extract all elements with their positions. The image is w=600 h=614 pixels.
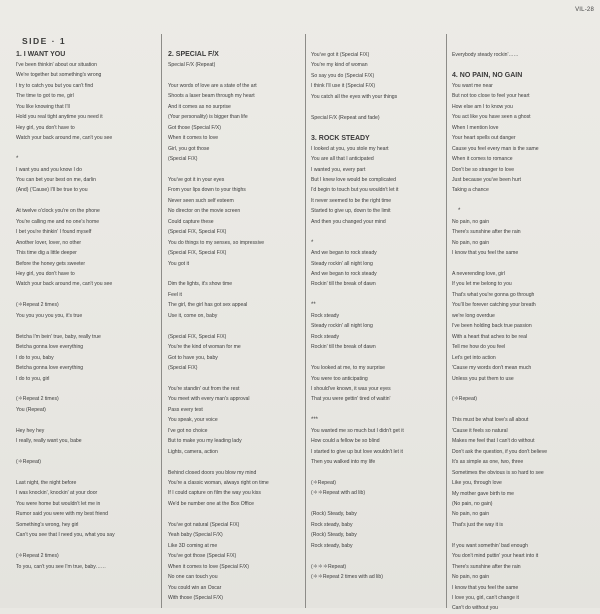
lyric-line: You do things to my senses, so impressive [168,239,265,246]
lyric-line: 'Cause my words don't mean much [452,365,532,372]
lyrics-column-1 [10,16,153,608]
lyrics-column-2 [168,16,300,608]
lyric-line: (Special F/X, Special F/X) [168,333,227,340]
lyric-line: (Special F/X, Special F/X) [168,229,227,236]
lyric-line: I've got no choice [168,427,208,434]
lyric-line: Hey hey hey [16,427,45,434]
lyric-line: Everybody steady rockin'…… [452,52,519,58]
lyric-line: To you, can't you see I'm true, baby…… [16,563,106,570]
lyric-line: Unless you put them to use [452,375,514,382]
lyric-line: Girl, you got those [168,145,210,152]
stanza-gap [168,457,300,467]
lyric-line: A neverending love, girl [452,271,505,278]
lyric-line: Hey girl, you don't have to [16,271,75,278]
lyric-line: I do to you, girl [16,375,50,382]
lyric-line: It's as simple as one, two, three [452,459,524,466]
song-title: 2. SPECIAL F/X [168,51,219,58]
lyric-line: (Special F/X) [168,156,198,163]
lyric-line: Rockin' till the break of dawn [311,344,376,351]
lyric-line: (＊Repeat 2 times) [16,396,59,403]
lyric-line: So say you do (Special F/X) [311,72,375,79]
lyric-line: You are all that I anticipated [311,156,374,163]
lyric-line: (Rock) Steady, baby [311,532,357,539]
lyric-line: You act like you have seen a ghost [452,114,531,121]
lyric-line: If you want somethin' bad enough [452,542,529,549]
lyric-line: When it comes to romance [452,156,513,163]
lyric-line: Rumor said you were with my best friend [16,511,109,518]
song-title: 1. I WANT YOU [16,51,66,58]
stanza-gap [311,405,441,415]
lyric-line: Like 3D coming at me [168,542,218,549]
lyric-line: (＊Repeat) [311,480,336,487]
lyric-line: And it comes as no surprise [168,103,231,110]
lyric-line: And we began to rock steady [311,250,377,257]
stanza-gap [168,165,300,175]
lyric-line: (Special F/X) [168,365,198,372]
lyric-line: You looked at me, to my surprise [311,365,385,372]
lyric-line: From your lips down to your thighs [168,187,246,194]
lyric-line: And we began to rock steady [311,271,377,278]
chorus-marker: *** [311,417,319,424]
stanza-gap [168,374,300,384]
lyric-line: (＊＊Repeat with ad lib) [311,490,366,497]
lyric-line: You were home but wouldn't let me in [16,500,101,507]
lyric-line: You wanted me so much but I didn't get it [311,427,404,434]
lyric-line: (＊Repeat) [16,459,41,466]
lyric-line: You got it [168,260,190,267]
lyric-line: I've been holding back true passion [452,323,532,330]
lyric-line: Sometimes the obvious is so hard to see [452,469,544,476]
lyric-line: Got those (Special F/X) [168,124,221,131]
stanza-gap [10,196,153,206]
stanza-gap [311,468,441,478]
stanza-gap [168,70,300,80]
lyric-line: Betcha I'm bein' true, baby, really true [16,333,101,340]
stanza-gap [452,196,592,206]
lyric-line: (No pain, no gain) [452,500,493,507]
stanza-gap [10,447,153,457]
lyric-line: If I could capture on film the way you kiss [168,490,261,497]
stanza-gap [311,290,441,300]
lyric-line: Another lover, lover, no other [16,239,82,246]
lyric-line: Your words of love are a state of the art [168,82,257,89]
lyric-line: Use it, come on, baby [168,312,218,319]
lyric-line: You've got natural (Special F/X) [168,521,240,528]
lyric-line: Tell me how do you feel [452,344,506,351]
lyric-line: I try to catch you but you can't find [16,82,94,89]
song-title: 4. NO PAIN, NO GAIN [452,71,523,79]
lyric-line: But I knew love would be complicated [311,176,396,183]
lyric-line: Don't be so stranger to love [452,166,515,173]
lyric-line: Started to give up, down to the limit [311,208,391,215]
lyric-line: I think I'll use it (Special F/X) [311,83,376,90]
lyric-line: I do to you, baby [16,354,54,361]
lyric-line: Can't do without you [452,605,498,612]
stanza-gap [10,290,153,300]
lyric-line: You like knowing that I'll [16,103,70,110]
lyric-line: Rockin' till the break of dawn [311,281,376,288]
lyric-line: I started to give up but love wouldn't let it [311,448,403,455]
lyric-line: You're a classic woman, always right on time [168,480,269,487]
lyric-line: Rock steady [311,333,340,340]
stanza-gap [10,321,153,331]
lyric-line: No one can touch you [168,574,218,581]
stanza-gap [10,384,153,394]
lyric-line: You want me near [452,82,493,89]
lyric-line: Something's wrong, hey girl [16,521,79,528]
lyric-line: At twelve o'clock you're on the phone [16,208,100,215]
lyric-line: No pain, no gain [452,218,490,225]
lyric-line: That's just the way it is [452,521,504,528]
lyric-line: How could a fellow be so blind [311,438,380,445]
lyric-line: Special F/X (Repeat and fade) [311,114,380,121]
lyric-line: Pass every test [168,406,203,413]
lyrics-column-4 [452,16,592,612]
stanza-gap [452,384,592,394]
side-label: SIDE · 1 [22,36,67,46]
lyric-line: I know that you feel the same [452,250,519,257]
lyric-line: It never seemed to be the right time [311,197,392,204]
lyric-line: Yeah baby (Special F/X) [168,532,223,539]
lyric-line: I'd begin to touch but you wouldn't let it [311,187,399,194]
stanza-gap [168,321,300,331]
side-spacer [180,36,300,50]
stanza-gap [311,227,441,237]
chorus-marker: ** [311,302,316,309]
lyric-line: Hey girl, you don't have to [16,124,75,131]
lyric-line: That's what you're gonna go through [452,291,535,298]
lyric-line: No director on the movie screen [168,208,241,215]
lyric-line: (＊Repeat 2 times) [16,302,59,309]
lyric-line: Could capture these [168,218,214,225]
lyric-line: You don't mind puttin' your heart into it [452,553,539,560]
lyric-line: (Rock) Steady, baby [311,511,357,518]
lyric-line: Special F/X (Repeat) [168,62,216,68]
lyric-line: Got to have you, baby [168,354,218,361]
lyric-line: Betcha gonna love everything [16,365,84,372]
lyrics-column-3 [311,16,441,608]
lyric-line: You've got it in your eyes [168,176,225,183]
lyric-line: I've been thinkin' about our situation [16,62,97,68]
lyric-line: Betcha gonna love everything [16,344,84,351]
catalog-number: VIL-28 [575,7,594,13]
lyric-line: Before the honey gets sweeter [16,260,86,267]
lyric-line: (And) ('Cause) I'll be true to you [16,187,88,194]
lyric-line: This time dig a little deeper [16,250,77,257]
lyric-line: You're standin' out from the rest [168,385,240,392]
chorus-marker: * [16,156,19,163]
lyric-line: There's sunshine after the rain [452,229,521,236]
lyric-line: You catch all the eyes with your things [311,93,398,100]
lyric-line: (Special F/X, Special F/X) [168,250,227,257]
stanza-gap [311,102,441,112]
lyric-line: I really, really want you, babe [16,438,82,445]
lyric-line: You're calling me and no one's home [16,218,100,225]
lyric-line: You speak, your voice [168,417,218,424]
lyric-line: Last night, the night before [16,480,77,486]
lyric-line: We'd be number one at the Box Office [168,500,255,507]
lyric-line: Lights, camera, action [168,448,218,455]
lyric-line: With those (Special F/X) [168,595,223,601]
lyric-line: With a heart that aches to be real [452,333,528,340]
lyric-line: Steady rockin' all night long [311,323,373,330]
lyric-line: You meet with every man's approval [168,396,250,403]
stanza-gap [452,60,592,70]
lyric-line: How else am I to know you [452,103,513,110]
lyric-line: Just because you've been hurt [452,176,521,183]
lyric-line: You've got those (Special F/X) [168,553,237,560]
lyric-line: Don't ask the question, if you don't believe [452,448,548,455]
lyric-line: You've got it (Special F/X) [311,52,370,58]
stanza-gap [10,415,153,425]
lyric-line: I was knockin', knockin' at your door [16,490,98,497]
lyric-line: But to make you my leading lady [168,438,242,445]
lyric-line: 'Cause it feels so natural [452,427,508,434]
column-divider-3 [446,34,447,608]
lyric-line: But not too close to feel your heart [452,93,530,100]
lyric-line: (＊＊Repeat 2 times with ad lib) [311,574,383,581]
lyric-line: That you were gettin' tired of waitin' [311,396,391,403]
lyric-line: This must be what love's all about [452,417,529,424]
stanza-gap [168,269,300,279]
lyric-line: Can't you see that I need you, what you say [16,532,115,539]
song-title: 3. ROCK STEADY [311,134,370,142]
lyric-line: You were too anticipating [311,375,368,382]
side-spacer [464,36,592,50]
lyric-line: Rock steady, baby [311,521,353,528]
lyric-line: Behind closed doors you blow my mind [168,469,257,476]
lyric-line: And then you changed your mind [311,218,386,225]
stanza-gap [311,499,441,509]
lyric-line: Makes me feel that I can't do without [452,438,535,445]
lyric-line: Cause you feel every man is the same [452,145,539,152]
lyric-line: You're the kind of woman for me [168,344,241,351]
lyric-line: Let's get into action [452,354,496,361]
lyric-line: You'll be forever catching your breath [452,302,536,309]
lyric-line: I looked at you, you stole my heart [311,145,389,152]
lyric-line: I wanted you, every part [311,166,366,173]
lyric-line: I want you and you know I do [16,166,82,173]
lyric-line: You could win an Oscar [168,584,222,591]
lyric-line: When it comes to love [168,135,219,142]
lyric-line: (＊＊＊Repeat) [311,563,347,570]
lyric-line: The time to got to me, girl [16,93,74,100]
chorus-marker: * [311,239,314,246]
lyric-line: Never seen such self esteem [168,197,234,204]
lyric-line: (Your personality) is bigger than life [168,114,248,121]
lyric-line: You you you you you, it's true [16,312,83,319]
lyric-line: (＊Repeat) [452,396,477,403]
lyric-line: You (Repeat) [16,406,46,413]
lyric-line: No pain, no gain [452,239,490,246]
stanza-gap [452,405,592,415]
lyric-line: Watch your back around me, can't you see [16,135,113,142]
lyric-line: (＊Repeat 2 times) [16,553,59,560]
stanza-gap [10,468,153,478]
lyric-line: The girl, the girl has got sex appeal [168,302,248,309]
lyric-line: Then you walked into my life [311,459,376,466]
lyric-line: I bet you're thinkin' I found myself [16,229,92,236]
chorus-marker: * [458,208,461,215]
lyric-line: Rock steady, baby [311,542,353,549]
lyric-line: Taking a chance [452,187,489,194]
stanza-gap [10,541,153,551]
lyric-line: When it comes to love (Special F/X) [168,563,249,570]
lyric-line: We're together but something's wrong [16,72,102,79]
lyric-line: Dim the lights, it's show time [168,281,233,288]
lyric-line: Steady rockin' all night long [311,260,373,267]
stanza-gap [168,509,300,519]
lyric-line: I love you, girl, can't change it [452,595,519,602]
lyric-line: My mother gave birth to me [452,490,514,497]
lyric-line: You're my kind of woman [311,62,368,69]
lyric-line: we're long overdue [452,312,495,319]
lyric-line: I know that you feel the same [452,584,519,591]
lyric-line: Your heart spells out danger [452,135,516,142]
lyric-line: No pain, no gain [452,511,490,518]
stanza-gap [311,123,441,133]
lyric-line: Hold you real tight anytime you need it [16,114,103,121]
lyric-line: Feel it [168,291,182,298]
lyric-line: When I mention love [452,124,499,131]
lyric-line: Rock steady [311,312,340,319]
lyric-line: If you let me belong to you [452,281,512,288]
stanza-gap [452,259,592,269]
lyric-line: No pain, no gain [452,574,490,581]
column-divider-1 [161,34,162,608]
lyric-line: I should've known, it was your eyes [311,385,391,392]
lyric-line: Like you, through love [452,480,502,487]
lyric-line: You can bet your best on me, darlin [16,176,96,183]
lyric-line: There's sunshine after the rain [452,563,521,570]
stanza-gap [311,353,441,363]
side-spacer [323,36,441,50]
column-divider-2 [305,34,306,608]
stanza-gap [10,144,153,154]
stanza-gap [311,551,441,561]
stanza-gap [452,530,592,540]
lyric-line: Shoots a laser beam through my heart [168,93,255,100]
lyric-line: Watch your back around me, can't you see [16,281,113,288]
